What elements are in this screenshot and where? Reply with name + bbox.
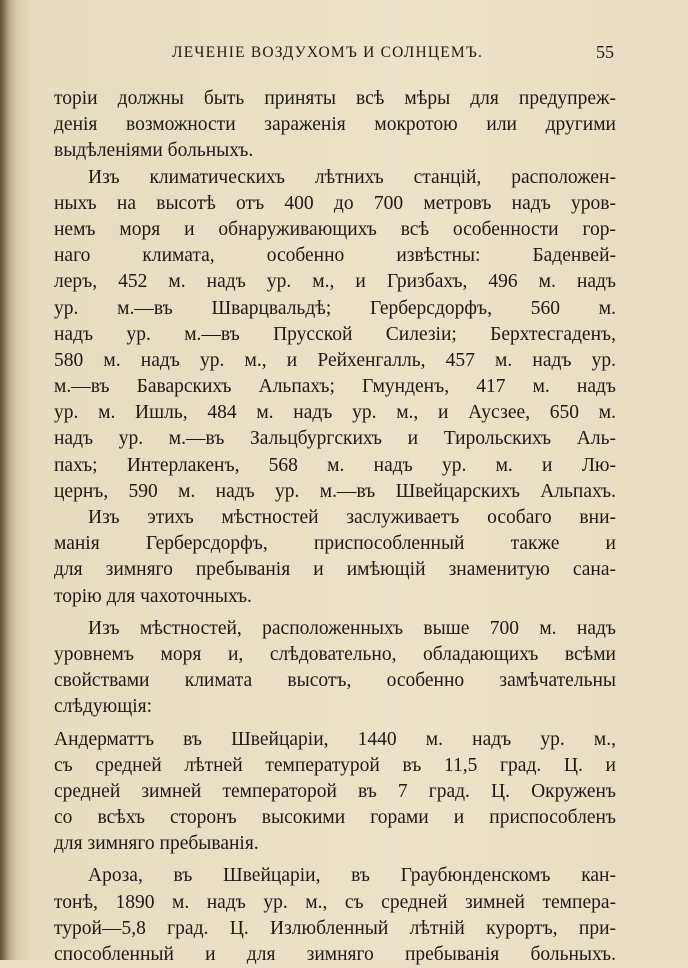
text-line: со всѣхъ сторонъ высокими горами и приспособленъ [54, 807, 616, 829]
spine-shadow [0, 0, 10, 960]
text-line: ныхъ на высотѣ отъ 400 до 700 метровъ надъ уров- [54, 192, 616, 214]
text-line: свойствами климата высотъ, особенно замѣчательны [54, 670, 616, 692]
text-line: Изъ этихъ мѣстностей заслуживаетъ особаго вни- [88, 507, 616, 528]
text-line: Изъ мѣстностей, расположенныхъ выше 700 м. надъ [88, 617, 616, 639]
page-number: 55 [596, 42, 614, 62]
text-line: пахъ; Интерлакенъ, 568 м. надъ ур. м. и Лю- [54, 454, 616, 476]
text-line: манія Герберсдорфъ, приспособленный также и [54, 533, 616, 555]
text-line: способленный и для зимняго пребыванія больныхъ. [54, 944, 616, 965]
text-line: немъ моря и обнаруживающихъ всѣ особенности гор- [54, 218, 616, 240]
text-line: Изъ климатическихъ лѣтнихъ станцій, расположен- [88, 166, 616, 188]
text-line: для зимняго пребыванія и имѣющій знаменитую сана- [54, 559, 616, 581]
body-text [54, 86, 616, 968]
running-title: ЛЕЧЕНІЕ ВОЗДУХОМЪ И СОЛНЦЕМЪ. [172, 44, 484, 61]
text-line: выдѣленіями больныхъ. [54, 140, 254, 162]
text-line: цернъ, 590 м. надъ ур. м.—въ Швейцарскихъ Альпахъ. [54, 480, 616, 502]
text-line: торіи должны быть приняты всѣ мѣры для предупреж- [54, 88, 616, 109]
page-header [56, 44, 616, 68]
text-line: Ароза, въ Швейцаріи, въ Граубюнденскомъ кан- [88, 865, 616, 887]
text-line: средней зимней температорой въ 7 град. Ц. Окруженъ [54, 780, 616, 802]
text-line: для зимняго пребыванія. [54, 833, 259, 855]
text-line: торію для чахоточныхъ. [54, 585, 252, 607]
text-line: тонѣ, 1890 м. надъ ур. м., съ средней зимней темпера- [54, 891, 616, 913]
text-line: 580 м. надъ ур. м., и Рейхенгалль, 457 м. надъ ур. [54, 349, 616, 371]
text-line: уровнемъ моря и, слѣдовательно, обладающихъ всѣми [54, 643, 616, 665]
text-line: слѣдующія: [54, 696, 153, 718]
text-line: Андерматтъ въ Швейцаріи, 1440 м. надъ ур. м., [54, 728, 616, 750]
text-line: ур. м. Ишль, 484 м. надъ ур. м., и Аусзее, 650 м. [54, 402, 616, 424]
text-line: надъ ур. м.—въ Прусской Силезіи; Берхтесгаденъ, [54, 323, 616, 345]
text-line: денія возможности зараженія мокротою или другими [54, 114, 616, 136]
text-line: наго климата, особенно извѣстны: Баденвей- [54, 245, 616, 267]
text-line: ур. м.—въ Шварцвальдѣ; Герберсдорфъ, 560 м. [54, 297, 616, 319]
text-line: леръ, 452 м. надъ ур. м., и Гризбахъ, 496 м. надъ [54, 271, 616, 293]
text-line: турой—5,8 град. Ц. Излюбленный лѣтній курортъ, при- [54, 917, 616, 939]
text-line: надъ ур. м.—въ Зальцбургскихъ и Тирольскихъ Аль- [54, 428, 616, 450]
text-line: съ средней лѣтней температурой въ 11,5 град. Ц. и [54, 754, 616, 776]
text-line: м.—въ Баварскихъ Альпахъ; Гмунденъ, 417 м. надъ [54, 376, 616, 398]
